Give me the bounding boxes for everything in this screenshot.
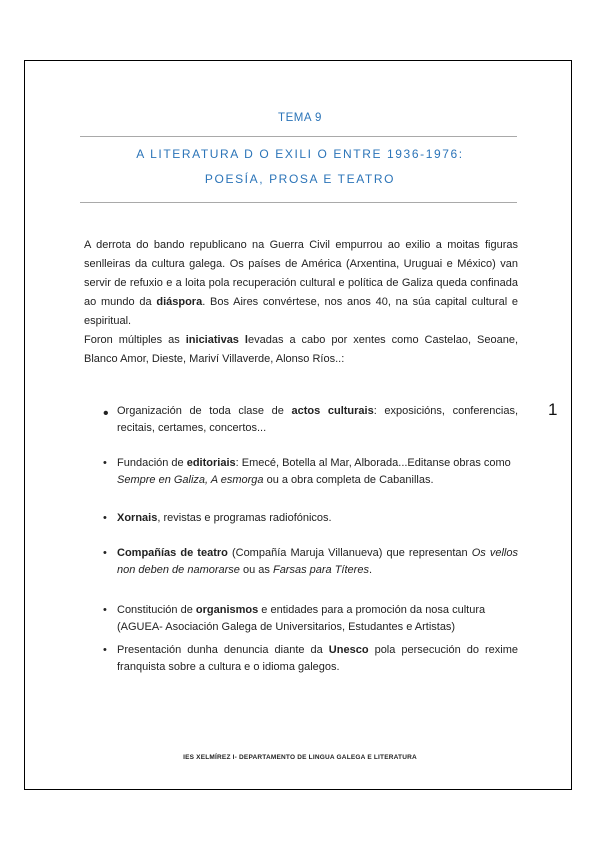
list-item-theatre-companies: • Compañías de teatro (Compañía Maruja Villanueva) que representan Os vellos non deben de namorarse ou as Farsas para Títeres. bbox=[103, 547, 518, 576]
topic-number: TEMA 9 bbox=[278, 112, 322, 124]
list-item-unesco-complaint: • Presentación dunha denuncia diante da Unesco pola persecución do rexime franquista sobre a cultura e o idioma galegos. bbox=[103, 644, 519, 673]
intro-text bbox=[84, 236, 518, 369]
bullet-icon: • bbox=[103, 405, 109, 422]
page-title-line-2: POESÍA, PROSA E TEATRO bbox=[204, 172, 396, 186]
page-title-line-1: A LITERATURA D O EXILI O ENTRE 1936-1976: bbox=[136, 147, 464, 161]
bullet-icon: • bbox=[103, 604, 107, 616]
footer-text: IES XELMÍREZ I- DEPARTAMENTO DE LINGUA GALEGA E LITERATURA bbox=[183, 754, 417, 761]
page-number: 1 bbox=[548, 400, 558, 419]
divider-bottom bbox=[80, 202, 517, 203]
list-item-organizations: • Constitución de organismos e entidades para a promoción da nosa cultura (AGUEA- Asociación Galega de Universitarios, Estudantes e Artistas) bbox=[103, 604, 486, 633]
intro-paragraph-2: Foron múltiples as iniciativas levadas a cabo por xentes como Castelao, Seoane, Blanco Amor, Dieste, Mariví Villaverde, Alonso Ríos..: bbox=[84, 334, 518, 365]
list-item-cultural-events: • Organización de toda clase de actos culturais: exposicións, conferencias, recitais, certames, concertos... bbox=[103, 405, 519, 434]
list-item-newspapers: • Xornais, revistas e programas radiofónicos. bbox=[103, 510, 518, 527]
bullet-icon: • bbox=[103, 644, 107, 656]
list-item-publishers: • Fundación de editoriais: Emecé, Botella al Mar, Alborada...Editanse obras como Sempre en Galiza, A esmorga ou a obra completa de Cabanillas. bbox=[103, 457, 511, 486]
bullet-icon: • bbox=[103, 457, 107, 469]
bullet-icon: • bbox=[103, 512, 107, 524]
bullet-icon: • bbox=[103, 547, 107, 559]
divider-top bbox=[80, 136, 517, 137]
intro-paragraph-1: A derrota do bando republicano na Guerra Civil empurrou ao exilio a moitas figuras senlleiras da cultura galega. Os países de América (Arxentina, Uruguai e México) van servir de refuxio e a loita pola recuperación cultural e política de Galiza queda confinada ao mundo da diáspora. Bos Aires convértese, nos anos 40, na súa capital cultural e espiritual. bbox=[84, 239, 519, 327]
